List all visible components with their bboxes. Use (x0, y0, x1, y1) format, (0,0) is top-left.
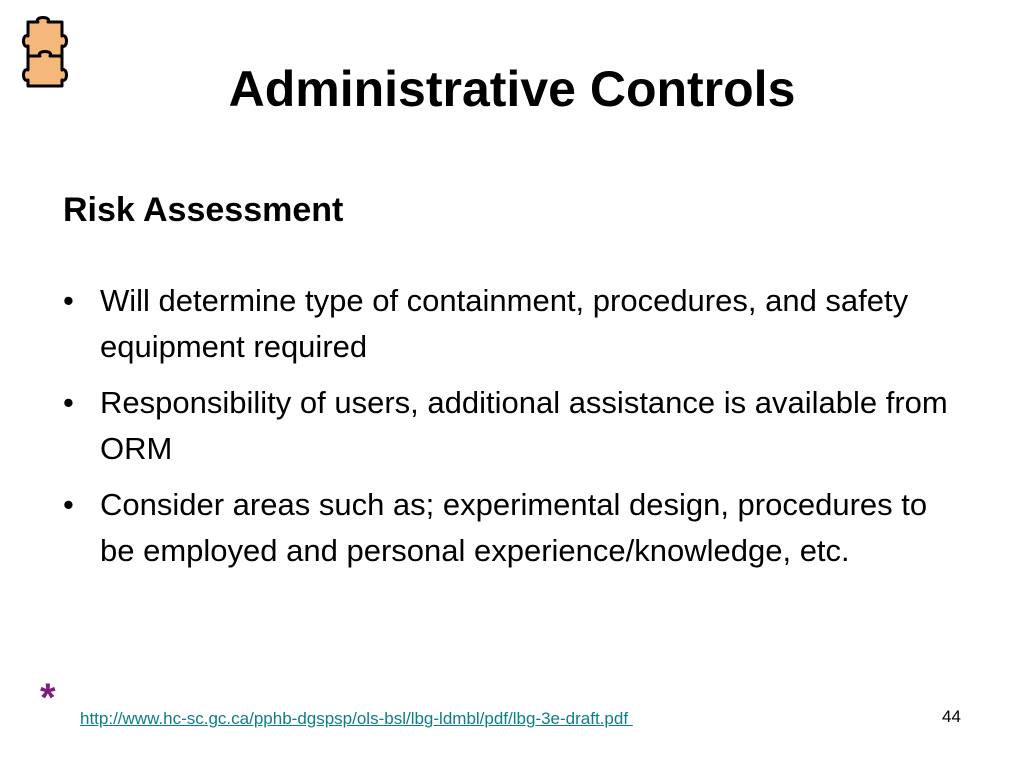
source-link[interactable]: http://www.hc-sc.gc.ca/pphb-dgspsp/ols-bsl/lbg-ldmbl/pdf/lbg-3e-draft.pdf (80, 709, 633, 728)
slide-subtitle: Risk Assessment (63, 191, 344, 229)
bullet-text: Responsibility of users, additional assistance is available from ORM (100, 385, 948, 466)
bullet-text: Will determine type of containment, procedures, and safety equipment required (100, 283, 909, 364)
bullet-list (63, 278, 963, 584)
page-number: 44 (942, 707, 961, 726)
bullet-icon: • (63, 385, 74, 420)
bullet-icon: • (63, 283, 74, 318)
bullet-item (63, 278, 963, 370)
slide-title: Administrative Controls (228, 61, 796, 117)
bullet-item (63, 482, 963, 574)
bullet-text: Consider areas such as; experimental design, procedures to be employed and personal experience/knowledge, etc. (100, 487, 928, 568)
bullet-item (63, 380, 963, 472)
bullet-icon: • (63, 487, 74, 522)
footnote-marker: * (40, 676, 56, 720)
